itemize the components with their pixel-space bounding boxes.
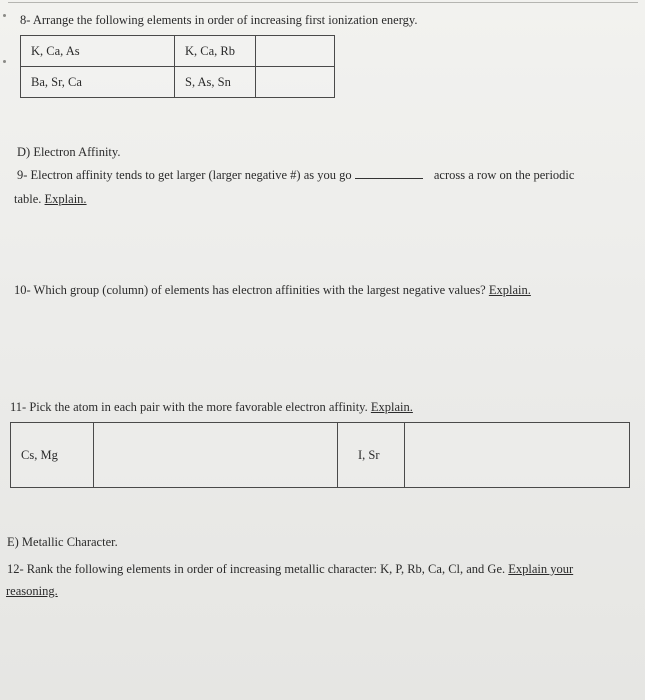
- question-9-blank[interactable]: [355, 167, 423, 179]
- question-11-line: [10, 400, 413, 415]
- table-cell[interactable]: S, As, Sn: [175, 67, 256, 98]
- question-8-table: [20, 35, 335, 98]
- answer-cell[interactable]: [256, 67, 335, 98]
- question-12-line-1: [7, 562, 573, 577]
- answer-cell[interactable]: [405, 423, 630, 488]
- section-d-heading: D) Electron Affinity.: [17, 145, 121, 159]
- page-speck: [3, 60, 6, 63]
- question-11-text: 11- Pick the atom in each pair with the more favorable electron affinity.: [10, 400, 368, 414]
- table-row: [21, 36, 335, 67]
- question-9-text-start: 9- Electron affinity tends to get larger (larger negative #) as you go: [17, 168, 352, 182]
- table-cell[interactable]: I, Sr: [338, 423, 405, 488]
- question-11-explain: Explain.: [370, 400, 413, 414]
- question-9-line-2: [14, 192, 87, 207]
- question-9-text-table: table.: [14, 192, 42, 206]
- answer-cell[interactable]: [94, 423, 338, 488]
- question-11-table: [10, 422, 630, 488]
- page-speck: [3, 14, 6, 17]
- question-12-text: 12- Rank the following elements in order of increasing metallic character: K, P, Rb, Ca, Cl, and Ge.: [7, 562, 506, 576]
- table-cell[interactable]: K, Ca, As: [21, 36, 175, 67]
- table-row: [11, 423, 630, 488]
- question-9-explain: Explain.: [44, 192, 87, 206]
- table-cell[interactable]: Ba, Sr, Ca: [21, 67, 175, 98]
- question-10-explain: Explain.: [488, 283, 531, 297]
- question-9-text-end: across a row on the periodic: [433, 168, 575, 182]
- top-divider: [8, 2, 638, 3]
- question-10-text: 10- Which group (column) of elements has electron affinities with the largest negative values?: [14, 283, 486, 297]
- section-e-heading: E) Metallic Character.: [7, 535, 118, 549]
- answer-cell[interactable]: [256, 36, 335, 67]
- question-12-reasoning: reasoning.: [6, 584, 58, 598]
- table-cell[interactable]: K, Ca, Rb: [175, 36, 256, 67]
- question-9-line-1: [17, 167, 574, 183]
- question-10-line: [14, 283, 531, 298]
- question-8-text: 8- Arrange the following elements in order of increasing first ionization energy.: [20, 13, 418, 27]
- table-cell[interactable]: Cs, Mg: [11, 423, 94, 488]
- question-12-line-2: [6, 584, 58, 599]
- question-12-explain: Explain your: [508, 562, 574, 576]
- table-row: [21, 67, 335, 98]
